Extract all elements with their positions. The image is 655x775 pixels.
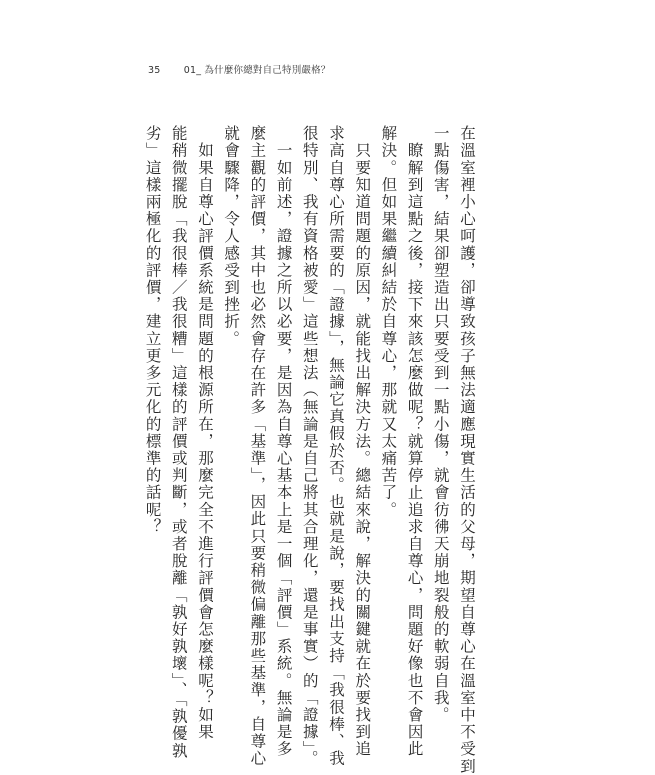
text-line: 如果自尊心評價系統是問題的根源所在，那麼完全不進行評價會怎麼樣呢？如果 — [195, 125, 214, 741]
text-line: 麼主觀的評價，其中也必然會存在許多「基準」，因此只要稍微偏離那些基準，自尊心 — [248, 125, 267, 768]
text-line: 瞭解到這點之後，接下來該怎麼做呢？就算停止追求自尊心，問題好像也不會因此 — [405, 125, 424, 758]
text-line: 就會驟降，令人感受到挫折。 — [222, 125, 241, 348]
text-line: 一點傷害，結果卻塑造出只要受到一點小傷，就會彷彿天崩地裂般的軟弱自我。 — [431, 125, 450, 724]
page-number: 35 — [148, 65, 161, 76]
running-head — [148, 62, 331, 76]
text-line: 求高自尊心所需要的「證據」，無論它真假於否。也就是說，要找出支持「我很棒、我 — [326, 125, 345, 768]
text-line: 解決。但如果繼續糾結於自尊心，那就又太痛苦了。 — [379, 125, 398, 519]
text-line: 一如前述，證據之所以必要，是因為自尊心基本上是一個「評價」系統。無論是多 — [274, 125, 293, 758]
text-line: 很特別、我有資格被愛」這些想法（無論是自己將其合理化，還是事實）的「證據」。 — [300, 125, 319, 768]
text-line: 能稍微擺脫「我很棒／我很糟」這樣的評價或判斷，或者脫離「孰好孰壞」、「孰優孰 — [169, 125, 188, 760]
text-line: 只要知道問題的原因，就能找出解決方法。總結來說，解決的關鍵就在於要找到追 — [353, 125, 372, 758]
body-text — [139, 125, 480, 775]
chapter-title: 01_ 為什麼你總對自己特別嚴格？ — [183, 65, 331, 76]
text-line: 劣」這樣兩極化的評價，建立更多元化的標準的話呢？ — [143, 125, 162, 536]
text-line: 在溫室裡小心呵護，卻導致孩子無法適應現實生活的父母，期望自尊心在溫室中不受到 — [458, 125, 476, 775]
